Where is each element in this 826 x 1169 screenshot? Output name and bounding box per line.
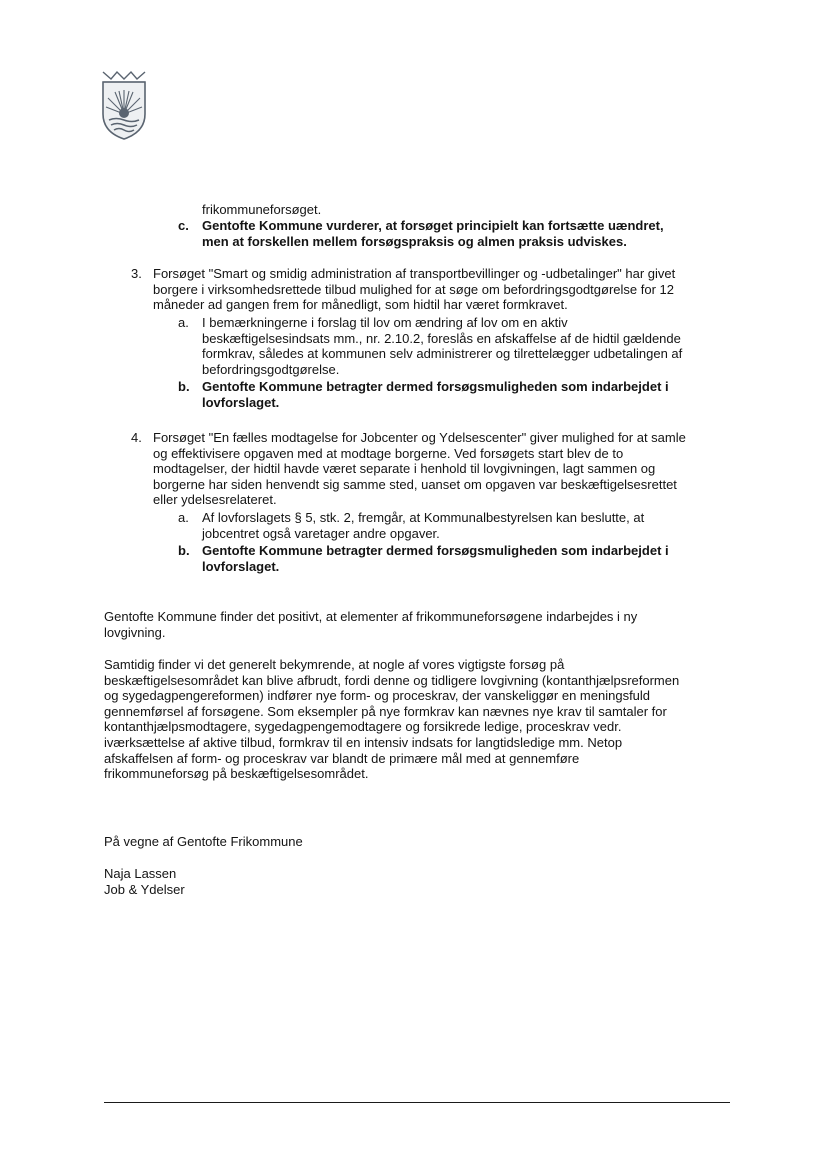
coat-of-arms-icon bbox=[101, 70, 147, 140]
signature-block bbox=[104, 866, 185, 897]
conclusion-text: Gentofte Kommune betragter dermed forsøgsmuligheden som indarbejdet i lovforslaget. bbox=[202, 543, 669, 574]
footer-divider bbox=[104, 1102, 730, 1103]
conclusion-text: Gentofte Kommune vurderer, at forsøget principielt kan fortsætte uændret, men at forskellen mellem forsøgspraksis og almen praksis udviskes. bbox=[202, 218, 664, 249]
list-item-text: Forsøget "Smart og smidig administration af transportbevillinger og -udbetalinger" har givet borgere i virksomhedsrettede tilbud mulighed for at søge om befordringsgodtgørelse for 12 måneder ad gangen frem for månedligt, som hidtil har været formkravet. bbox=[153, 266, 676, 313]
signature-on-behalf: På vegne af Gentofte Frikommune bbox=[104, 834, 303, 849]
paragraph: Gentofte Kommune finder det positivt, at elementer af frikommuneforsøgene indarbejdes i ny lovgivning. bbox=[104, 609, 638, 640]
list-number: 4. bbox=[131, 430, 142, 445]
conclusion-text: Gentofte Kommune betragter dermed forsøgsmuligheden som indarbejdet i lovforslaget. bbox=[202, 379, 669, 410]
list-marker: c. bbox=[178, 218, 189, 233]
list-marker: b. bbox=[178, 543, 190, 558]
signature-department: Job & Ydelser bbox=[104, 881, 185, 897]
list-item-text: Forsøget "En fælles modtagelse for Jobcenter og Ydelsescenter" giver mulighed for at samle og effektivisere opgaven med at modtage borgerne. Ved forsøgets start blev de to modtagelser, der hidtil havde været separate i henhold til lovgivningen, lagt sammen og borgerne har siden henvendt sig samme sted, uanset om opgaven var beskæftigelsesrettet eller ydelsesrelateret. bbox=[153, 430, 686, 508]
list-marker: a. bbox=[178, 510, 189, 525]
sub-item-text: Af lovforslagets § 5, stk. 2, fremgår, at Kommunalbestyrelsen kan beslutte, at jobcentret også varetager andre opgaver. bbox=[202, 510, 645, 541]
signature-name: Naja Lassen bbox=[104, 866, 177, 881]
list-marker: b. bbox=[178, 379, 190, 394]
list-number: 3. bbox=[131, 266, 142, 281]
list-marker: a. bbox=[178, 315, 189, 330]
continuation-text: frikommuneforsøget. bbox=[202, 202, 322, 217]
paragraph: Samtidig finder vi det generelt bekymrende, at nogle af vores vigtigste forsøg på beskæftigelsesområdet kan blive afbrudt, fordi denne og tidligere lovgivning (kontanthjælpsreformen og sygedagpengereformen) indfører nye form- og proceskrav, der vanskeliggør en meningsfuld gennemførsel af forsøgene. Som eksempler på nye formkrav kan nævnes nye krav til samtaler for kontanthjælpsmodtagere, sygedagpengemodtagere og forsikrede ledige, proceskrav vedr. iværksættelse af aktive tilbud, formkrav til en intensiv indsats for langtidsledige mm. Netop afskaffelsen af form- og proceskrav var blandt de primære mål med at gennemføre frikommuneforsøg på beskæftigelsesområdet. bbox=[104, 657, 680, 782]
sub-item-text: I bemærkningerne i forslag til lov om ændring af lov om en aktiv beskæftigelsesindsats mm., nr. 2.10.2, foreslås en afskaffelse af de hidtil gældende formkrav, således at kommunen selv administrerer og tilrettelægger udbetalingen af befordringsgodtgørelse. bbox=[202, 315, 683, 377]
